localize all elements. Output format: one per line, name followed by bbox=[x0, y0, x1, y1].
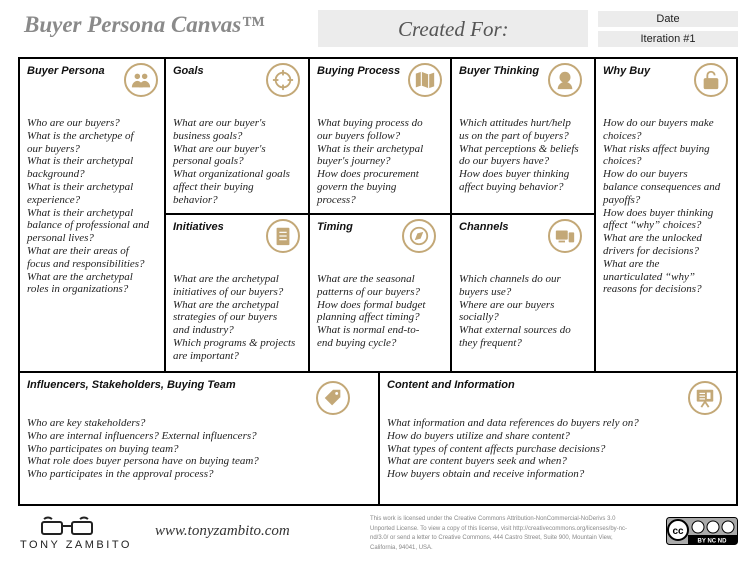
body-line: our buyers follow? bbox=[317, 129, 401, 142]
body-line: choices? bbox=[603, 129, 642, 142]
body-line: How do buyers utilize and share content? bbox=[387, 429, 570, 442]
cell-title: Why Buy bbox=[603, 65, 651, 77]
cell-buying-process bbox=[310, 59, 452, 215]
body-line: strategies of our buyers bbox=[173, 311, 278, 324]
body-line: What are the unlocked bbox=[603, 232, 702, 245]
body-line: This work is licensed under the Creative Commons Attribution-NonCommercial-NoDerivs 3.0 bbox=[370, 516, 616, 522]
cell-body bbox=[27, 117, 149, 296]
body-line: What perceptions & beliefs bbox=[459, 142, 579, 155]
cell-body bbox=[173, 117, 290, 207]
body-line: Unported License. To view a copy of this license, visit http://creativecommons.org/licenses/by-nc- bbox=[370, 525, 628, 532]
crosshair-icon bbox=[266, 63, 300, 97]
body-line: Where are our buyers bbox=[459, 298, 555, 311]
body-line: What information and data references do buyers rely on? bbox=[387, 417, 639, 429]
body-line: balance consequences and bbox=[603, 180, 721, 193]
body-line: affect buying behavior? bbox=[459, 180, 564, 193]
people-icon bbox=[124, 63, 158, 97]
body-line: govern the buying bbox=[317, 180, 397, 193]
cell-timing bbox=[310, 215, 452, 373]
body-line: do our buyers have? bbox=[459, 155, 550, 168]
website-link[interactable]: www.tonyzambito.com bbox=[155, 523, 290, 539]
body-line: roles in organizations? bbox=[27, 283, 129, 296]
body-line: What types of content affects purchase decisions? bbox=[387, 442, 606, 455]
body-line: What risks affect buying bbox=[603, 142, 710, 155]
body-line: Which channels do our bbox=[459, 273, 561, 285]
body-line: process? bbox=[317, 193, 356, 206]
iteration-field[interactable]: Iteration #1 bbox=[598, 31, 738, 47]
body-line: affect “why” choices? bbox=[603, 219, 702, 232]
body-line: balance of professional and bbox=[27, 219, 150, 232]
page-title: Buyer Persona Canvas™ bbox=[24, 12, 265, 37]
body-line: business goals? bbox=[173, 129, 243, 142]
cell-title: Buying Process bbox=[317, 65, 401, 77]
body-line: reasons for decisions? bbox=[603, 283, 702, 296]
cc-logo-text: cc bbox=[672, 526, 684, 537]
body-line: How buyers obtain and receive information? bbox=[387, 468, 585, 481]
body-line: nd/3.0/ or send a letter to Creative Commons, 444 Castro Street, Suite 900, Mountain View, bbox=[370, 535, 613, 541]
cell-channels bbox=[452, 215, 596, 373]
presentation-icon bbox=[688, 381, 722, 415]
body-line: our buyers? bbox=[27, 142, 80, 155]
brand-name: TONY ZAMBITO bbox=[20, 539, 132, 551]
body-line: How does buyer thinking bbox=[459, 168, 570, 181]
body-line: How does buyer thinking bbox=[603, 206, 714, 219]
body-line: How does procurement bbox=[317, 168, 419, 181]
unlock-icon bbox=[694, 63, 728, 97]
body-line: buyers use? bbox=[459, 285, 512, 298]
body-line: What organizational goals bbox=[173, 168, 290, 181]
body-line: experience? bbox=[27, 193, 81, 206]
body-line: Which attitudes hurt/help bbox=[459, 117, 571, 129]
cell-body bbox=[459, 117, 579, 194]
cell-body bbox=[603, 117, 720, 296]
body-line: What is their archetypal bbox=[27, 155, 134, 168]
body-line: Which programs & projects bbox=[173, 336, 296, 349]
cell-body bbox=[317, 117, 423, 207]
cell-body bbox=[459, 273, 571, 350]
body-line: Who are internal influencers? External influencers? bbox=[27, 429, 257, 442]
license-text bbox=[370, 515, 627, 553]
cell-content-information bbox=[380, 373, 738, 504]
body-line: behavior? bbox=[173, 193, 218, 206]
body-line: background? bbox=[27, 168, 85, 181]
body-line: What are their areas of bbox=[27, 244, 129, 257]
map-icon bbox=[408, 63, 442, 97]
body-line: unarticulated “why” bbox=[603, 270, 695, 283]
body-line: personal goals? bbox=[173, 155, 244, 168]
cell-body bbox=[173, 273, 295, 363]
body-line: What are content buyers seek and when? bbox=[387, 455, 567, 468]
body-line: What external sources do bbox=[459, 324, 571, 337]
creative-commons-badge-icon bbox=[666, 517, 738, 545]
body-line: What is normal end-to- bbox=[317, 324, 420, 337]
tag-icon bbox=[316, 381, 350, 415]
body-line: Who participates in the approval process? bbox=[27, 468, 214, 481]
body-line: What is their archetypal bbox=[317, 142, 424, 155]
cell-title: Goals bbox=[173, 65, 204, 77]
body-line: What are our buyer's bbox=[173, 142, 266, 155]
body-line: What are the archetypal bbox=[173, 298, 279, 311]
body-line: What is their archetypal bbox=[27, 206, 134, 219]
cell-title: Buyer Persona bbox=[27, 65, 105, 77]
body-line: us on the part of buyers? bbox=[459, 129, 569, 142]
body-line: socially? bbox=[459, 311, 499, 324]
body-line: end buying cycle? bbox=[317, 336, 397, 349]
body-line: How do our buyers make bbox=[603, 117, 714, 129]
body-line: What role does buyer persona have on buying team? bbox=[27, 455, 259, 468]
cell-why-buy bbox=[596, 59, 738, 373]
cell-influencers bbox=[20, 373, 380, 504]
body-line: planning affect timing? bbox=[317, 311, 420, 324]
body-line: personal lives? bbox=[27, 232, 94, 245]
body-line: payoffs? bbox=[603, 193, 641, 206]
body-line: California, 94041, USA. bbox=[370, 544, 433, 551]
cell-buyer-thinking bbox=[452, 59, 596, 215]
body-line: What are the bbox=[603, 257, 660, 270]
cell-title: Initiatives bbox=[173, 221, 224, 233]
cell-body bbox=[317, 273, 425, 350]
created-for-box[interactable] bbox=[318, 10, 588, 47]
persona-canvas bbox=[18, 57, 738, 506]
cell-title: Timing bbox=[317, 221, 353, 233]
cell-initiatives bbox=[166, 215, 310, 373]
body-line: What are the archetypal bbox=[173, 273, 279, 285]
body-line: Who participates on buying team? bbox=[27, 442, 179, 455]
body-line: What are our buyer's bbox=[173, 117, 266, 129]
head-icon bbox=[548, 63, 582, 97]
cell-title: Channels bbox=[459, 221, 509, 233]
body-line: are important? bbox=[173, 349, 239, 362]
cc-badge-text: BY NC ND bbox=[697, 538, 727, 545]
body-line: Who are our buyers? bbox=[27, 117, 120, 129]
body-line: initiatives of our buyers? bbox=[173, 285, 284, 298]
notepad-icon bbox=[266, 219, 300, 253]
date-field[interactable]: Date bbox=[598, 11, 738, 27]
cell-body bbox=[27, 417, 259, 481]
body-line: What are the archetypal bbox=[27, 270, 133, 283]
body-line: What is the archetype of bbox=[27, 129, 134, 142]
body-line: What is their archetypal bbox=[27, 180, 134, 193]
cell-goals bbox=[166, 59, 310, 215]
created-for-label: Created For: bbox=[398, 17, 509, 41]
cell-body bbox=[387, 417, 639, 481]
body-line: How do our buyers bbox=[603, 168, 688, 181]
cell-buyer-persona bbox=[20, 59, 166, 373]
body-line: patterns of our buyers? bbox=[317, 285, 420, 298]
body-line: and industry? bbox=[173, 324, 234, 337]
body-line: focus and responsibilities? bbox=[27, 257, 145, 270]
compass-icon bbox=[402, 219, 436, 253]
cell-title: Content and Information bbox=[387, 379, 515, 391]
body-line: affect their buying bbox=[173, 180, 254, 193]
cell-title: Influencers, Stakeholders, Buying Team bbox=[27, 379, 236, 391]
body-line: buyer's journey? bbox=[317, 155, 391, 168]
body-line: they frequent? bbox=[459, 336, 522, 349]
body-line: drivers for decisions? bbox=[603, 244, 699, 257]
cell-title: Buyer Thinking bbox=[459, 65, 540, 77]
devices-icon bbox=[548, 219, 582, 253]
body-line: choices? bbox=[603, 155, 642, 168]
body-line: How does formal budget bbox=[317, 298, 426, 311]
body-line: What buying process do bbox=[317, 117, 423, 129]
body-line: Who are key stakeholders? bbox=[27, 417, 146, 429]
body-line: What are the seasonal bbox=[317, 273, 415, 285]
